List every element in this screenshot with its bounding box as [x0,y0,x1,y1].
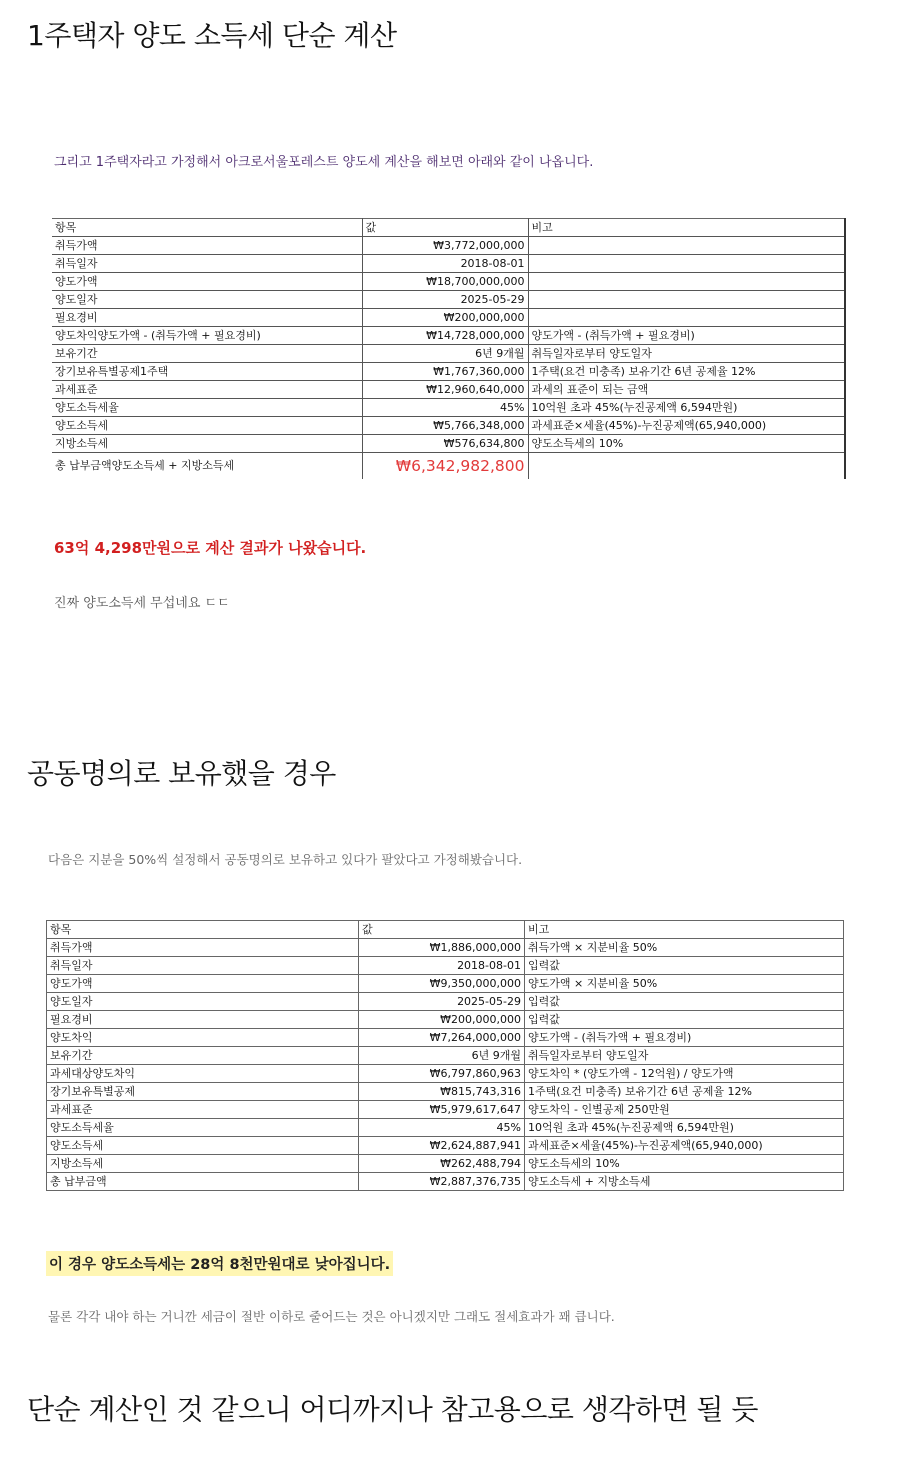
cell-value: ₩5,766,348,000 [362,417,528,435]
cell-value: ₩6,797,860,963 [359,1065,525,1083]
table-row [47,975,844,993]
result-text-single: 63억 4,298만원으로 계산 결과가 나왔습니다. [54,539,367,557]
cell-value: ₩1,767,360,000 [362,363,528,381]
intro-text-single: 그리고 1주택자라고 가정해서 아크로서울포레스트 양도세 계산을 해보면 아래와 같이 나옵니다. [54,155,594,170]
table-row [52,327,845,345]
tax-table-joint [46,920,844,1191]
column-header: 값 [359,921,525,939]
cell-note: 1주택(요건 미충족) 보유기간 6년 공제율 12% [528,363,845,381]
cell-item: 양도차익양도가액 - (취득가액 + 필요경비) [52,327,362,345]
cell-note: 취득일자로부터 양도일자 [525,1047,844,1065]
cell-item: 양도소득세 [52,417,362,435]
cell-value: ₩18,700,000,000 [362,273,528,291]
cell-note: 과세의 표준이 되는 금액 [528,381,845,399]
cell-value: ₩5,979,617,647 [359,1101,525,1119]
cell-note [528,255,845,273]
cell-item: 보유기간 [52,345,362,363]
table-row [47,1047,844,1065]
table-row [47,1065,844,1083]
cell-value: ₩9,350,000,000 [359,975,525,993]
cell-note: 10억원 초과 45%(누진공제액 6,594만원) [528,399,845,417]
table-row [52,291,845,309]
cell-item: 필요경비 [47,1011,359,1029]
column-header: 항목 [47,921,359,939]
cell-value: 2018-08-01 [359,957,525,975]
cell-value: 6년 9개월 [359,1047,525,1065]
cell-item: 양도소득세 [47,1137,359,1155]
table-row [47,1101,844,1119]
table-row [47,1083,844,1101]
column-header: 항목 [52,219,362,237]
cell-item: 총 납부금액 [47,1173,359,1191]
cell-note: 양도소득세의 10% [528,435,845,453]
cell-note: 양도가액 - (취득가액 + 필요경비) [528,327,845,345]
cell-value: 2025-05-29 [362,291,528,309]
cell-item: 장기보유특별공제1주택 [52,363,362,381]
cell-item: 필요경비 [52,309,362,327]
table-row [47,1119,844,1137]
column-header: 비고 [528,219,845,237]
table-row [47,1011,844,1029]
heading-single-owner: 1주택자 양도 소득세 단순 계산 [27,19,397,52]
cell-value: ₩7,264,000,000 [359,1029,525,1047]
cell-item: 취득일자 [47,957,359,975]
table-row [52,309,845,327]
table-row [52,381,845,399]
intro-text-joint: 다음은 지분을 50%씩 설정해서 공동명의로 보유하고 있다가 팔았다고 가정해봤습니다. [48,852,523,867]
cell-value: ₩262,488,794 [359,1155,525,1173]
cell-item: 양도가액 [52,273,362,291]
cell-value: 2025-05-29 [359,993,525,1011]
cell-note: 1주택(요건 미충족) 보유기간 6년 공제율 12% [525,1083,844,1101]
cell-value: 6년 9개월 [362,345,528,363]
table-row [52,417,845,435]
cell-item: 취득가액 [47,939,359,957]
cell-note [528,237,845,255]
cell-note: 입력값 [525,993,844,1011]
cell-value: ₩2,887,376,735 [359,1173,525,1191]
table-row [52,237,845,255]
cell-note [528,273,845,291]
cell-note: 과세표준×세율(45%)-누진공제액(65,940,000) [528,417,845,435]
cell-note [528,309,845,327]
note-text-joint: 물론 각각 내야 하는 거니깐 세금이 절반 이하로 줄어드는 것은 아니겠지만 그래도 절세효과가 꽤 큽니다. [48,1309,615,1324]
cell-item: 양도소득세율 [52,399,362,417]
cell-note: 양도차익 * (양도가액 - 12억원) / 양도가액 [525,1065,844,1083]
table-header-row [47,921,844,939]
cell-value: 2018-08-01 [362,255,528,273]
table-row [52,435,845,453]
table-row [47,1173,844,1191]
cell-item: 보유기간 [47,1047,359,1065]
cell-item: 지방소득세 [47,1155,359,1173]
cell-item: 양도가액 [47,975,359,993]
table-header-row [52,219,845,237]
table-row [52,399,845,417]
cell-value: ₩3,772,000,000 [362,237,528,255]
cell-item: 취득일자 [52,255,362,273]
cell-note: 양도소득세 + 지방소득세 [525,1173,844,1191]
table-total-row [52,453,845,480]
note-text-single: 진짜 양도소득세 무섭네요 ㄷㄷ [54,596,230,611]
cell-value: ₩12,960,640,000 [362,381,528,399]
cell-item: 총 납부금액양도소득세 + 지방소득세 [52,453,362,480]
cell-note: 입력값 [525,1011,844,1029]
cell-item: 양도소득세율 [47,1119,359,1137]
cell-note: 입력값 [525,957,844,975]
cell-value: 45% [362,399,528,417]
cell-note: 양도가액 × 지분비율 50% [525,975,844,993]
table-row [47,957,844,975]
cell-note: 취득가액 × 지분비율 50% [525,939,844,957]
table-row [47,939,844,957]
cell-value: 45% [359,1119,525,1137]
table-row [47,1029,844,1047]
cell-value: ₩6,342,982,800 [362,453,528,480]
cell-item: 지방소득세 [52,435,362,453]
cell-item: 과세대상양도차익 [47,1065,359,1083]
cell-value: ₩576,634,800 [362,435,528,453]
result-text-joint: 이 경우 양도소득세는 28억 8천만원대로 낮아집니다. [46,1251,393,1276]
cell-item: 양도일자 [47,993,359,1011]
cell-note [528,453,845,480]
cell-value: ₩815,743,316 [359,1083,525,1101]
column-header: 값 [362,219,528,237]
cell-note: 과세표준×세율(45%)-누진공제액(65,940,000) [525,1137,844,1155]
cell-item: 취득가액 [52,237,362,255]
table-row [52,363,845,381]
cell-value: ₩1,886,000,000 [359,939,525,957]
column-header: 비고 [525,921,844,939]
table-row [52,255,845,273]
heading-joint-owner: 공동명의로 보유했을 경우 [27,757,336,790]
cell-value: ₩14,728,000,000 [362,327,528,345]
tax-table-single [52,218,846,479]
table-row [47,1137,844,1155]
cell-value: ₩200,000,000 [362,309,528,327]
cell-item: 과세표준 [52,381,362,399]
table-row [52,345,845,363]
cell-note: 양도차익 - 인별공제 250만원 [525,1101,844,1119]
cell-item: 장기보유특별공제 [47,1083,359,1101]
table-row [47,1155,844,1173]
cell-note: 양도소득세의 10% [525,1155,844,1173]
cell-value: ₩200,000,000 [359,1011,525,1029]
cell-item: 양도일자 [52,291,362,309]
cell-note: 10억원 초과 45%(누진공제액 6,594만원) [525,1119,844,1137]
cell-item: 양도차익 [47,1029,359,1047]
table-row [52,273,845,291]
heading-disclaimer: 단순 계산인 것 같으니 어디까지나 참고용으로 생각하면 될 듯 [27,1393,758,1426]
cell-note: 양도가액 - (취득가액 + 필요경비) [525,1029,844,1047]
table-row [47,993,844,1011]
cell-item: 과세표준 [47,1101,359,1119]
cell-note: 취득일자로부터 양도일자 [528,345,845,363]
cell-note [528,291,845,309]
cell-value: ₩2,624,887,941 [359,1137,525,1155]
